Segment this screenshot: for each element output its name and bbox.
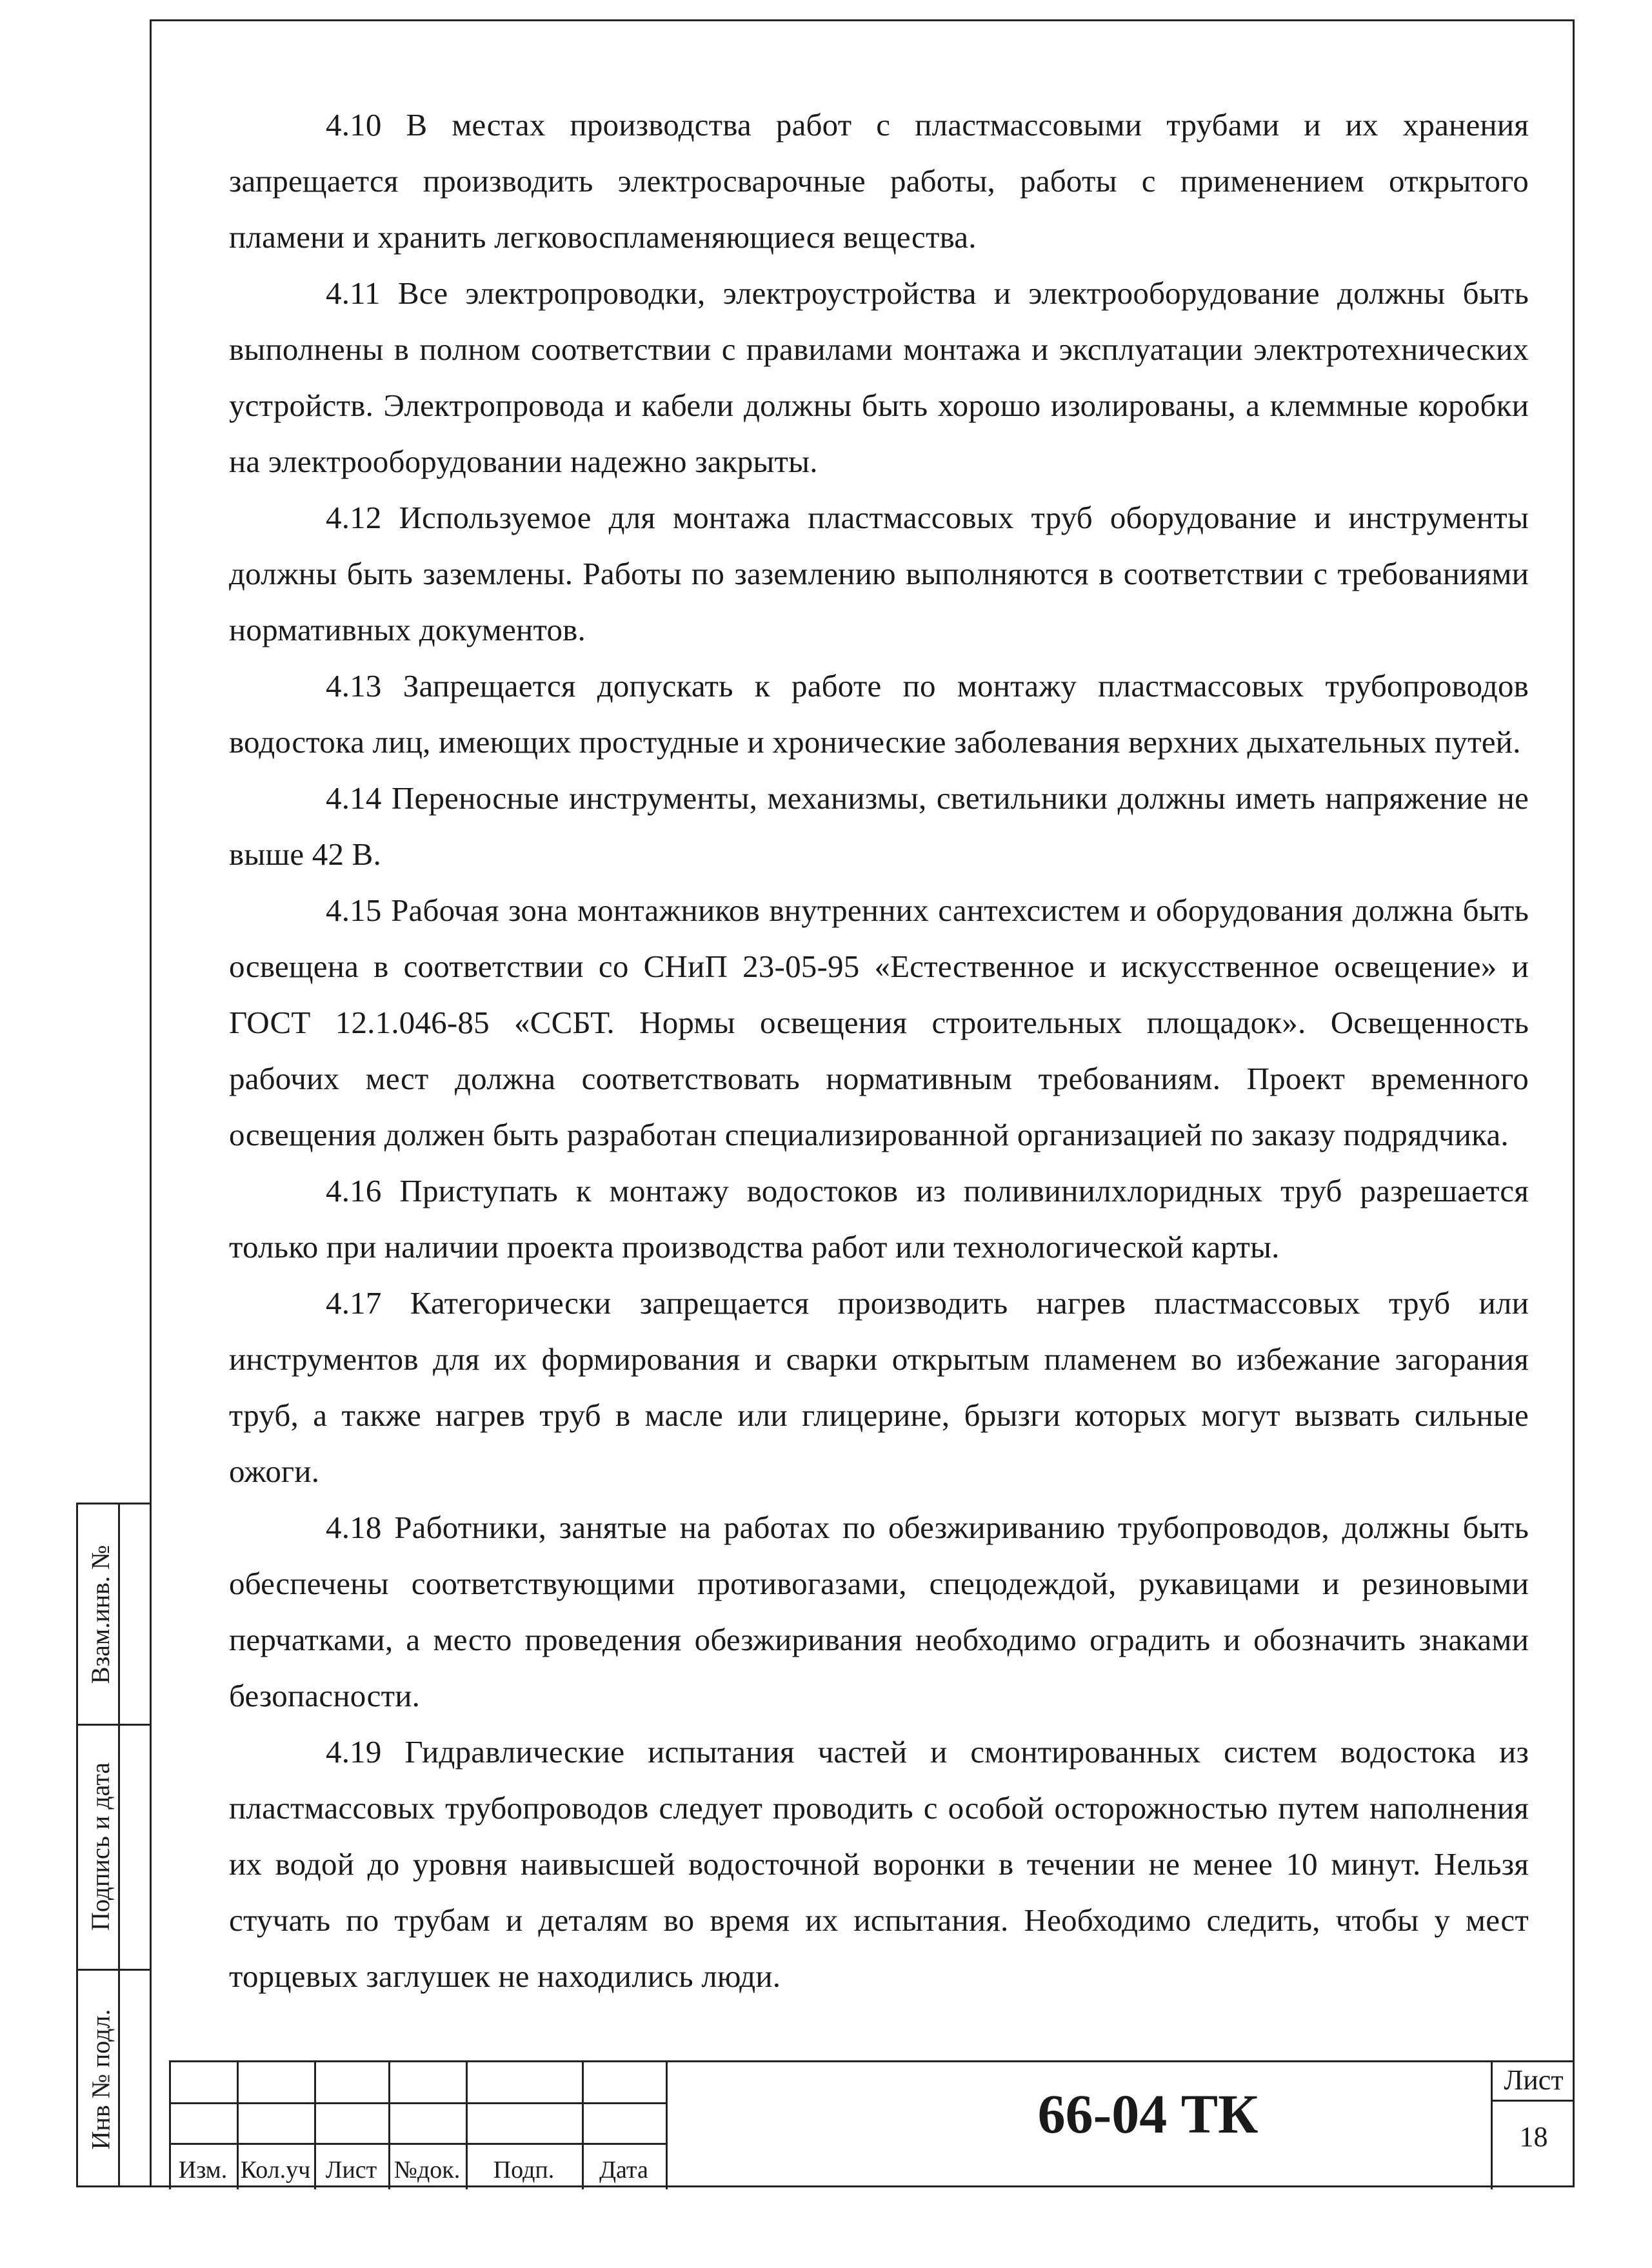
header-kol-uch: Кол.уч [240, 2156, 311, 2184]
title-block [169, 2060, 1575, 2187]
header-list: Лист [325, 2156, 377, 2184]
document-code: 66-04 ТК [1037, 2083, 1259, 2145]
stamp-divider [118, 1504, 120, 2185]
header-ndok: №док. [393, 2156, 461, 2184]
document-body [229, 97, 1529, 2004]
header-data: Дата [599, 2156, 648, 2184]
sheet-number: 18 [1519, 2121, 1548, 2153]
sheet-box [1491, 2062, 1575, 2189]
paragraph-4-19: 4.19 Гидравлические испытания частей и смонтированных систем водостока из пластмассовых трубопроводов следует проводить с особой осторожностью путем наполнения их водой до уровня наивысшей водосточной воронки в течении не менее 10 минут. Нельзя стучать по трубам и деталям во время их испытания. Необходимо следить, чтобы у мест торцевых заглушек не находились люди. [229, 1734, 1529, 1994]
paragraph-4-12: 4.12 Используемое для монтажа пластмассовых труб оборудование и инструменты должны быть заземлены. Работы по заземлению выполняются в соответствии с требованиями нормативных документов. [229, 500, 1529, 647]
paragraph-4-11: 4.11 Все электропроводки, электроустройства и электрооборудование должны быть выполнены в полном соответствии с правилами монтажа и эксплуатации электротехнических устройств. Электропровода и кабели должны быть хорошо изолированы, а клеммные коробки на электрооборудовании надежно закрыты. [229, 275, 1529, 479]
binding-stamp [76, 1503, 150, 2187]
paragraph-4-15: 4.15 Рабочая зона монтажников внутренних сантехсистем и оборудования должна быть освещена в соответствии со СНиП 23-05-95 «Естественное и искусственное освещение» и ГОСТ 12.1.046-85 «ССБТ. Нормы освещения строительных площадок». Освещенность рабочих мест должна соответствовать нормативным требованиям. Проект временного освещения должен быть разработан специализированной организацией по заказу подрядчика. [229, 892, 1529, 1152]
paragraph-4-16: 4.16 Приступать к монтажу водостоков из поливинилхлоридных труб разрешается только при наличии проекта производства работ или технологической карты. [229, 1173, 1529, 1265]
sheet-label: Лист [1504, 2064, 1564, 2096]
revision-grid [169, 2062, 666, 2189]
paragraph-4-14: 4.14 Переносные инструменты, механизмы, светильники должны иметь напряжение не выше 42 В. [229, 780, 1529, 872]
stamp-podpis-label: Подпись и дата [86, 1762, 115, 1931]
stamp-inv-label: Инв № подл. [86, 2009, 115, 2149]
stamp-vzam-label: Взам.инв. № [86, 1544, 115, 1684]
paragraph-4-10: 4.10 В местах производства работ с пластмассовыми трубами и их хранения запрещается производить электросварочные работы, работы с применением открытого пламени и хранить легковоспламеняющиеся вещества. [229, 107, 1529, 255]
header-podp: Подп. [493, 2156, 555, 2184]
header-izm: Изм. [178, 2156, 228, 2184]
paragraph-4-13: 4.13 Запрещается допускать к работе по монтажу пластмассовых трубопроводов водостока лиц, имеющих простудные и хронические заболевания верхних дыхательных путей. [229, 668, 1529, 760]
paragraph-4-17: 4.17 Категорически запрещается производить нагрев пластмассовых труб или инструментов для их формирования и сварки открытым пламенем во избежание загорания труб, а также нагрев труб в масле или глицерине, брызги которых могут вызвать сильные ожоги. [229, 1285, 1529, 1489]
paragraph-4-18: 4.18 Работники, занятые на работах по обезжириванию трубопроводов, должны быть обеспечены соответствующими противогазами, спецодеждой, рукавицами и резиновыми перчатками, а место проведения обезжиривания необходимо оградить и обозначить знаками безопасности. [229, 1510, 1529, 1713]
